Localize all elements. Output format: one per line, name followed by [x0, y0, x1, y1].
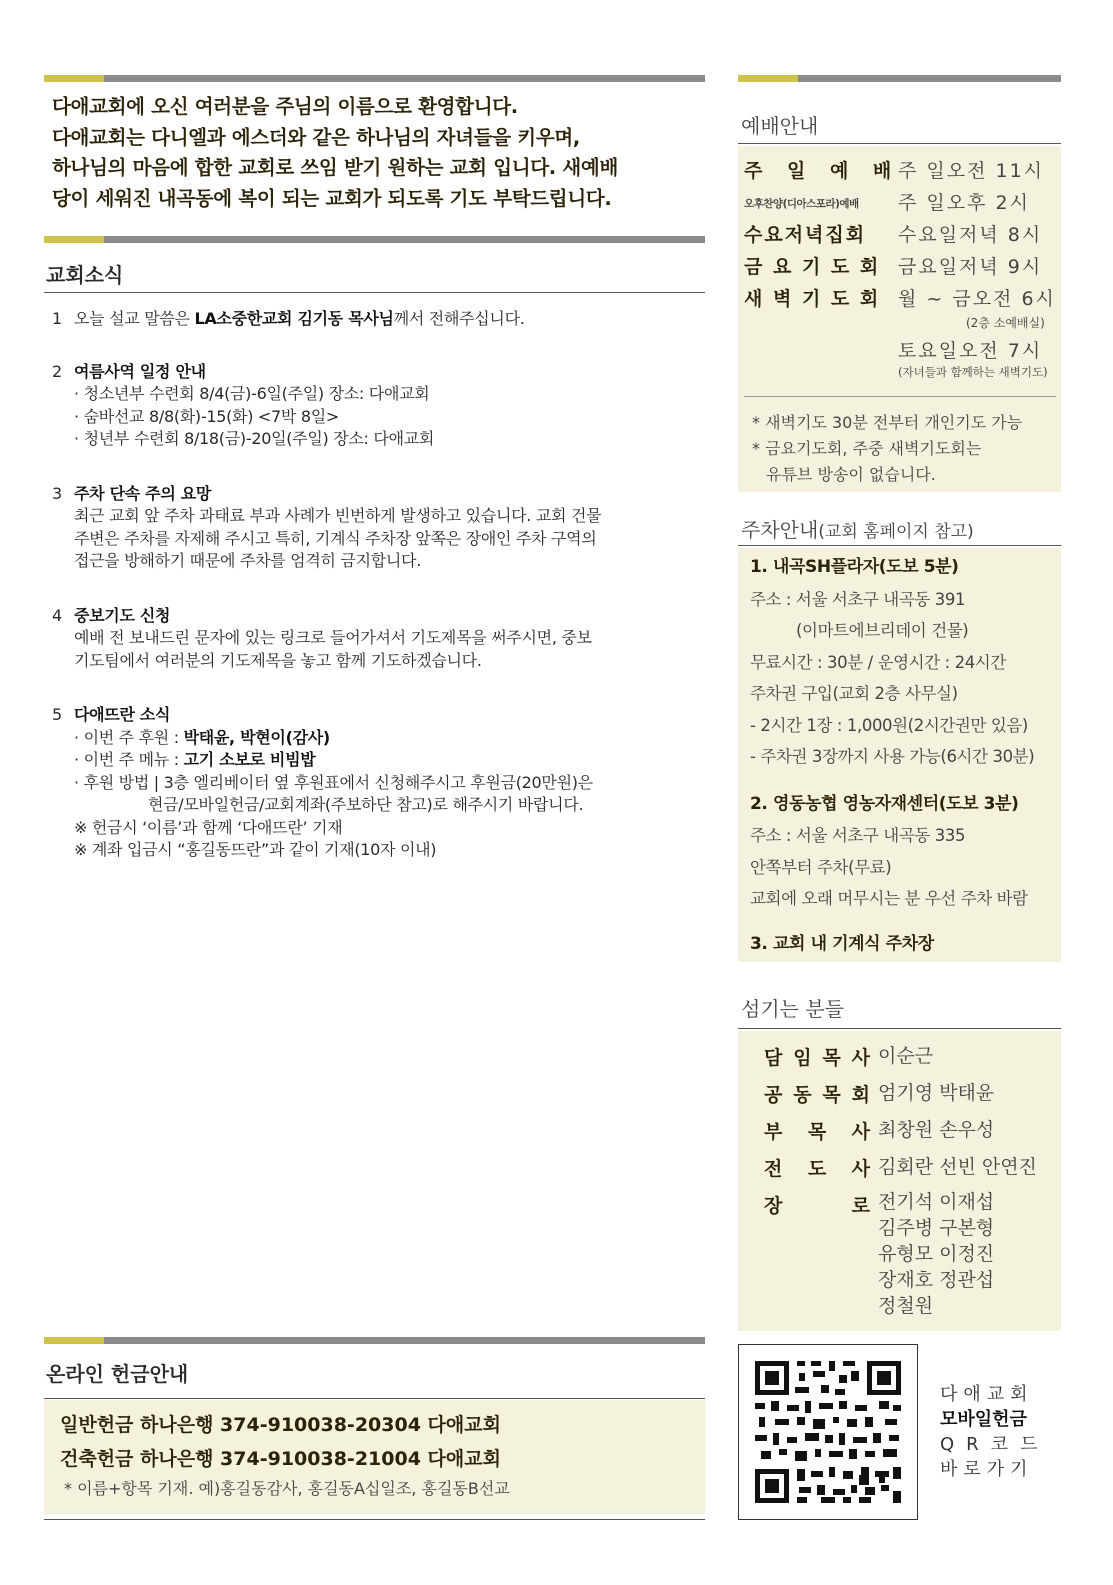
news-line: · 숨바선교 8/8(화)-15(화) <7박 8일> [74, 406, 340, 426]
worship-note-divider [744, 396, 1056, 397]
news-line [74, 749, 712, 772]
offering-top-bar [44, 1337, 705, 1344]
role-char: 임 [793, 1047, 812, 1069]
news-line: 최근 교회 앞 주차 과태료 부과 사례가 빈번하게 발생하고 있습니다. 교회 건물 [74, 506, 602, 525]
role-char: 부 [764, 1121, 783, 1143]
news-number: 2 [52, 361, 62, 381]
servers-role [764, 1117, 870, 1144]
parking-heading: 1. 내곡SH플라자(도보 5분) [750, 557, 959, 577]
news-heading: 중보기도 신청 [74, 605, 171, 625]
role-char: 담 [764, 1047, 783, 1069]
offering-accounts [60, 1408, 501, 1476]
news-line: 주변은 주차를 자제해 주시고 특히, 기계식 주차장 앞쪽은 장애인 주차 구역의 [74, 528, 597, 548]
worship-room-note: (2층 소예배실) [966, 316, 1045, 330]
parking-line: 주차권 구입(교회 2층 사무실) [750, 684, 958, 703]
parking-line: 무료시간 : 30분 / 운영시간 : 24시간 [750, 652, 1006, 672]
elder-names: 장재호 정관섭 [878, 1269, 995, 1291]
news-text: 께서 전해주십니다. [393, 309, 525, 328]
worship-time: 주 일오전 11시 [898, 160, 1045, 182]
news-item-5 [52, 704, 712, 862]
parking-line: (이마트에브리데이 건물) [796, 621, 969, 640]
parking-line: 교회에 오래 머무시는 분 우선 주차 바람 [750, 889, 1028, 908]
parking-line: 주소 : 서울 서초구 내곡동 335 [750, 826, 966, 845]
worship-top-bar [738, 75, 1061, 82]
servers-names: 김회란 선빈 안연진 [878, 1156, 1037, 1178]
news-line: · 후원 방법 | 3층 엘리베이터 옆 후원표에서 신청해주시고 후원금(20만원)은 [74, 772, 593, 792]
servers-divider [738, 1028, 1061, 1029]
news-line: 예배 전 보내드린 문자에 있는 링크로 들어가셔서 기도제목을 써주시면, 중보 [74, 628, 592, 647]
news-number: 3 [52, 483, 62, 503]
sponsor-names: 박태윤, 박현이(감사) [183, 727, 330, 747]
worship-time: 금요일저녁 9시 [898, 256, 1043, 278]
worship-row [744, 220, 1062, 250]
offering-account: 건축헌금 하나은행 374-910038-21004 다애교회 [60, 1448, 501, 1470]
worship-title: 예배안내 [741, 114, 819, 138]
qr-caption-line: QR코드 [940, 1434, 1050, 1455]
parking-line: - 2시간 1장 : 1,000원(2시간권만 있음) [750, 715, 1028, 735]
offering-note: * 이름+항목 기재. 예)홍길동감사, 홍길동A십일조, 홍길동B선교 [64, 1479, 510, 1498]
news-item-1 [52, 308, 712, 331]
qr-caption [940, 1382, 1049, 1482]
news-item-3 [52, 483, 712, 573]
elder-names: 정철원 [878, 1295, 934, 1317]
news-line: ※ 헌금시 ‘이름’과 함께 ‘다애뜨란’ 기재 [74, 817, 343, 837]
news-number: 5 [52, 705, 62, 724]
news-preacher: LA소중한교회 김기동 목사님 [194, 309, 394, 328]
servers-role [764, 1154, 870, 1181]
role-char: 전 [764, 1158, 783, 1180]
welcome-message [52, 92, 702, 214]
parking-heading: 3. 교회 내 기계식 주차장 [750, 933, 934, 954]
welcome-bottom-bar [44, 236, 705, 243]
news-line [74, 727, 712, 750]
news-line: 기도팀에서 여러분의 기도제목을 놓고 함께 기도하겠습니다. [74, 650, 482, 670]
role-char: 목 [822, 1047, 841, 1069]
parking-divider [738, 545, 1061, 546]
elder-names: 전기석 이재섭 [878, 1191, 995, 1213]
news-line: 접근을 방해하기 때문에 주차를 엄격히 금지합니다. [74, 551, 421, 570]
role-char: 사 [851, 1158, 870, 1180]
news-text: 오늘 설교 말씀은 [74, 309, 195, 328]
offering-divider [44, 1398, 705, 1399]
worship-note: * 금요기도회, 주중 새벽기도회는 [752, 439, 982, 458]
offering-account: 일반헌금 하나은행 374-910038-20304 다애교회 [60, 1414, 501, 1436]
elder-names: 김주병 구본형 [878, 1217, 995, 1239]
servers-title: 섬기는 분들 [741, 997, 844, 1021]
worship-row [744, 252, 1062, 282]
welcome-line: 하나님의 마음에 합한 교회로 쓰임 받기 원하는 교회 입니다. 새예배 [52, 156, 619, 179]
news-item-2 [52, 361, 712, 451]
news-item-4 [52, 605, 712, 673]
parking-title [741, 514, 974, 543]
news-number: 4 [52, 605, 62, 625]
offering-bottom-line [44, 1519, 705, 1520]
role-char: 목 [807, 1121, 827, 1143]
news-number: 1 [52, 309, 62, 328]
menu-value: 고기 소보로 비빔밥 [183, 750, 316, 769]
welcome-top-bar [44, 75, 705, 82]
qr-code[interactable] [738, 1344, 918, 1520]
qr-code-image [739, 1345, 917, 1519]
qr-caption-line: 다애교회 [940, 1384, 1034, 1405]
role-char: 동 [793, 1084, 812, 1106]
worship-sat-note: (자녀들과 함께하는 새벽기도) [898, 365, 1048, 379]
role-char: 사 [851, 1047, 870, 1069]
servers-names: 최창원 손우성 [878, 1119, 995, 1141]
news-heading: 주차 단속 주의 요망 [74, 483, 212, 503]
qr-caption-line: 바로가기 [940, 1459, 1034, 1480]
worship-divider [738, 143, 1061, 144]
worship-row [744, 284, 1062, 314]
servers-names [878, 1189, 994, 1319]
welcome-line: 다애교회는 다니엘과 에스더와 같은 하나님의 자녀들을 키우며, [52, 125, 581, 149]
worship-time: 토요일오전 7시 [898, 340, 1043, 362]
role-char: 사 [851, 1121, 870, 1143]
worship-name: 오후찬양(디아스포라)예배 [744, 198, 859, 210]
welcome-line: 당이 세워진 내곡동에 복이 되는 교회가 되도록 기도 부탁드립니다. [52, 186, 612, 210]
worship-time: 월 ~ 금오전 6시 [898, 288, 1056, 310]
worship-time: 주 일오후 2시 [898, 192, 1030, 214]
news-heading: 여름사역 일정 안내 [74, 361, 206, 381]
news-line: · 청년부 수련회 8/18(금)-20일(주일) 장소: 다애교회 [74, 429, 435, 448]
worship-name: 수요저녁집회 [744, 224, 867, 246]
role-char: 도 [807, 1158, 827, 1180]
parking-heading: 2. 영동농협 영농자재센터(도보 3분) [750, 793, 1019, 814]
worship-row [744, 156, 1062, 186]
parking-info [750, 552, 1060, 960]
offering-title: 온라인 헌금안내 [46, 1362, 189, 1386]
elder-names: 유형모 이정진 [878, 1243, 995, 1265]
role-char: 장 [764, 1195, 783, 1217]
role-char: 공 [764, 1084, 783, 1106]
parking-line: - 주차권 3장까지 사용 가능(6시간 30분) [750, 747, 1035, 766]
role-char: 로 [851, 1195, 870, 1217]
servers-names: 엄기영 박태윤 [878, 1082, 995, 1104]
parking-line: 안쪽부터 주차(무료) [750, 857, 892, 877]
news-heading: 다애뜨란 소식 [74, 705, 171, 724]
worship-time: 수요일저녁 8시 [898, 224, 1043, 246]
worship-name: 새 벽 기 도 회 [744, 288, 881, 310]
news-line: 현금/모바일헌금/교회계좌(주보하단 참고)로 해주시기 바랍니다. [148, 795, 584, 814]
servers-role [764, 1191, 870, 1218]
worship-row [744, 188, 1062, 218]
worship-name: 주 일 예 배 [744, 160, 901, 182]
news-line: · 청소년부 수련회 8/4(금)-6일(주일) 장소: 다애교회 [74, 384, 430, 403]
servers-names: 이순근 [878, 1045, 934, 1067]
news-line: ※ 계좌 입금시 “홍길동뜨란”과 같이 기재(10자 이내) [74, 840, 437, 859]
parking-line: 주소 : 서울 서초구 내곡동 391 [750, 589, 966, 609]
news-title: 교회소식 [46, 263, 124, 287]
menu-label: · 이번 주 메뉴 : [74, 750, 184, 769]
role-char: 목 [822, 1084, 841, 1106]
worship-note: * 새벽기도 30분 전부터 개인기도 가능 [752, 413, 1023, 432]
servers-role [764, 1043, 870, 1070]
servers-role [764, 1080, 870, 1107]
qr-caption-line: 모바일헌금 [940, 1409, 1027, 1430]
news-list [52, 308, 712, 884]
news-divider [44, 292, 705, 293]
worship-name: 금 요 기 도 회 [744, 256, 881, 278]
role-char: 회 [851, 1084, 870, 1106]
parking-title-sub: (교회 홈페이지 참고) [818, 522, 974, 542]
parking-title-main: 주차안내 [741, 518, 819, 542]
welcome-line: 다애교회에 오신 여러분을 주님의 이름으로 환영합니다. [52, 95, 518, 118]
sponsor-label: · 이번 주 후원 : [74, 727, 184, 747]
worship-note: 유튜브 방송이 없습니다. [766, 465, 936, 484]
worship-notes [752, 410, 1062, 488]
